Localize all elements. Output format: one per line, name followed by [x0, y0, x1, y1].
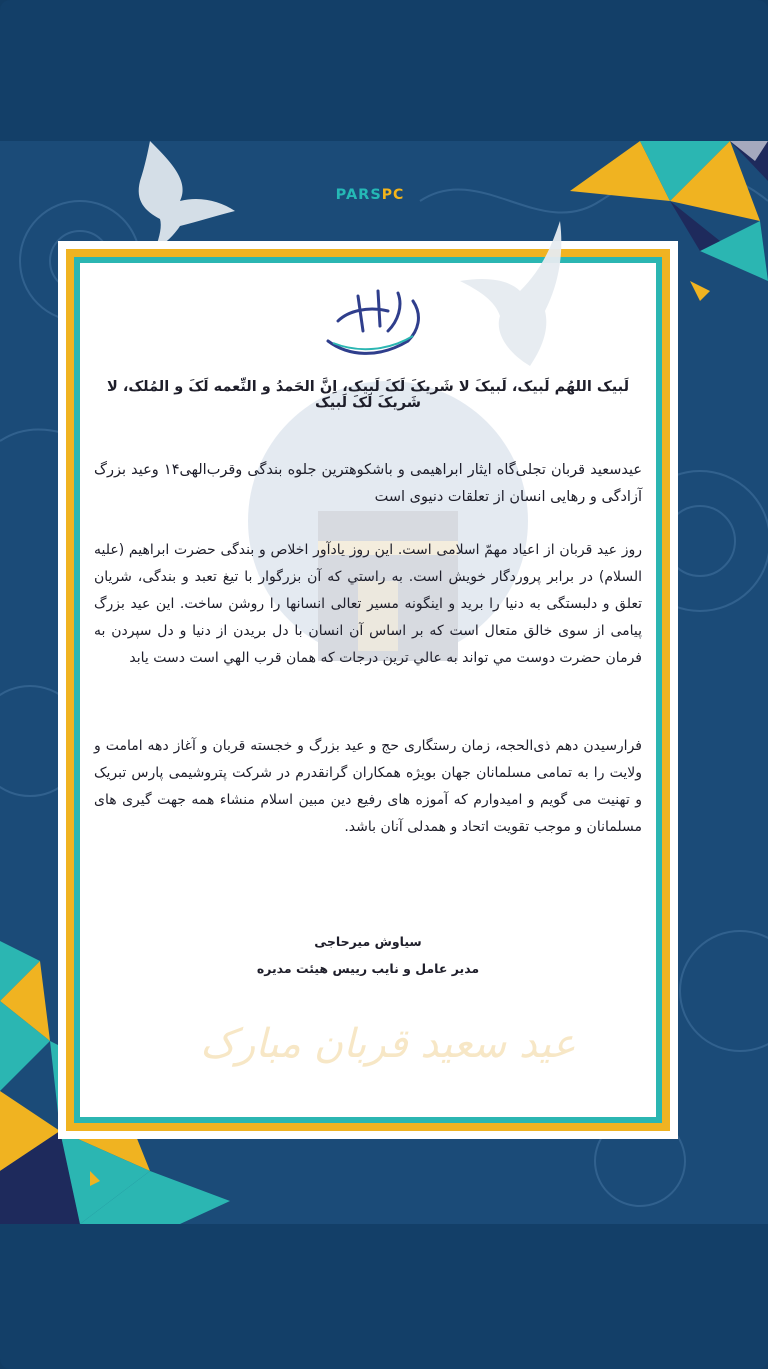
paragraph-congrats: فرارسیدن دهم ذی‌الحجه، زمان رستگاری حج و عید بزرگ و خجسته قربان و آغاز دهه امامت و ولایت را به تمامی مسلمانان جهان بویژه همکاران گرانقدرم در شرکت پتروشیمی پارس تبریک و تهنیت می گویم و امیدوارم که آموزه های رفیع دین مبین اسلام منشاء همه جهت گیری های مسلمانان و موجب تقویت اتحاد و همدلی آنان باشد. [94, 738, 642, 835]
talbiyeh-line: لَبیک اللهُم لَبیک، لَبیکَ لا شَریکَ لَکَ لَبیک، اِنَّ الحَمدُ و النِّعمه لَکَ و المُلک، لا شَریکَ لَکَ لَبیک [106, 379, 630, 411]
paragraph-main: روز عید قربان از اعیاد مهمّ اسلامی است. این روز یادآور اخلاص و بندگی حضرت ابراهیم (علیه السلام) در برابر پروردگار خویش است. به راستي كه آن بزرگوار با تیغ تعبد و بندگی، شریان تعلق و دلبستگی به دنیا را برید و اینگونه مسیر تعالی انسانها را روشن ساخت. این عید بزرگ پیامی از سوی خالق متعال است که بر اساس آن انسان با دل بریدن از دنیا و دل سپردن به فرمان حضرت دوست مي تواند به عالي ترين درجات كه همان قرب الهي است دست يابد [94, 542, 642, 666]
eid-greeting-calligraphy: عید سعید قربان مبارک [200, 1021, 576, 1067]
signer-title: مدیر عامل و نایب رییس هیئت مدیره [256, 961, 480, 976]
paragraph-intro: عیدسعید قربان تجلی‌گاه ایثار ابراهیمی و باشکوهترین جلوه بندگی وقرب‌الهی۱۴ وعید بزرگ آزادگی و رهایی انسان از تعلقات دنیوی است [94, 462, 642, 505]
bismillah-calligraphy [318, 281, 438, 361]
signer-name: سیاوش میرحاجی [314, 934, 422, 949]
signature-block [218, 928, 518, 982]
logo-text-pc: PC [381, 186, 405, 203]
pars-pc-logo [300, 171, 440, 219]
greeting-poster [0, 141, 768, 1224]
logo-text-pars: PARS [335, 186, 382, 203]
letter-content [88, 271, 648, 1111]
dove-illustration [120, 141, 240, 251]
